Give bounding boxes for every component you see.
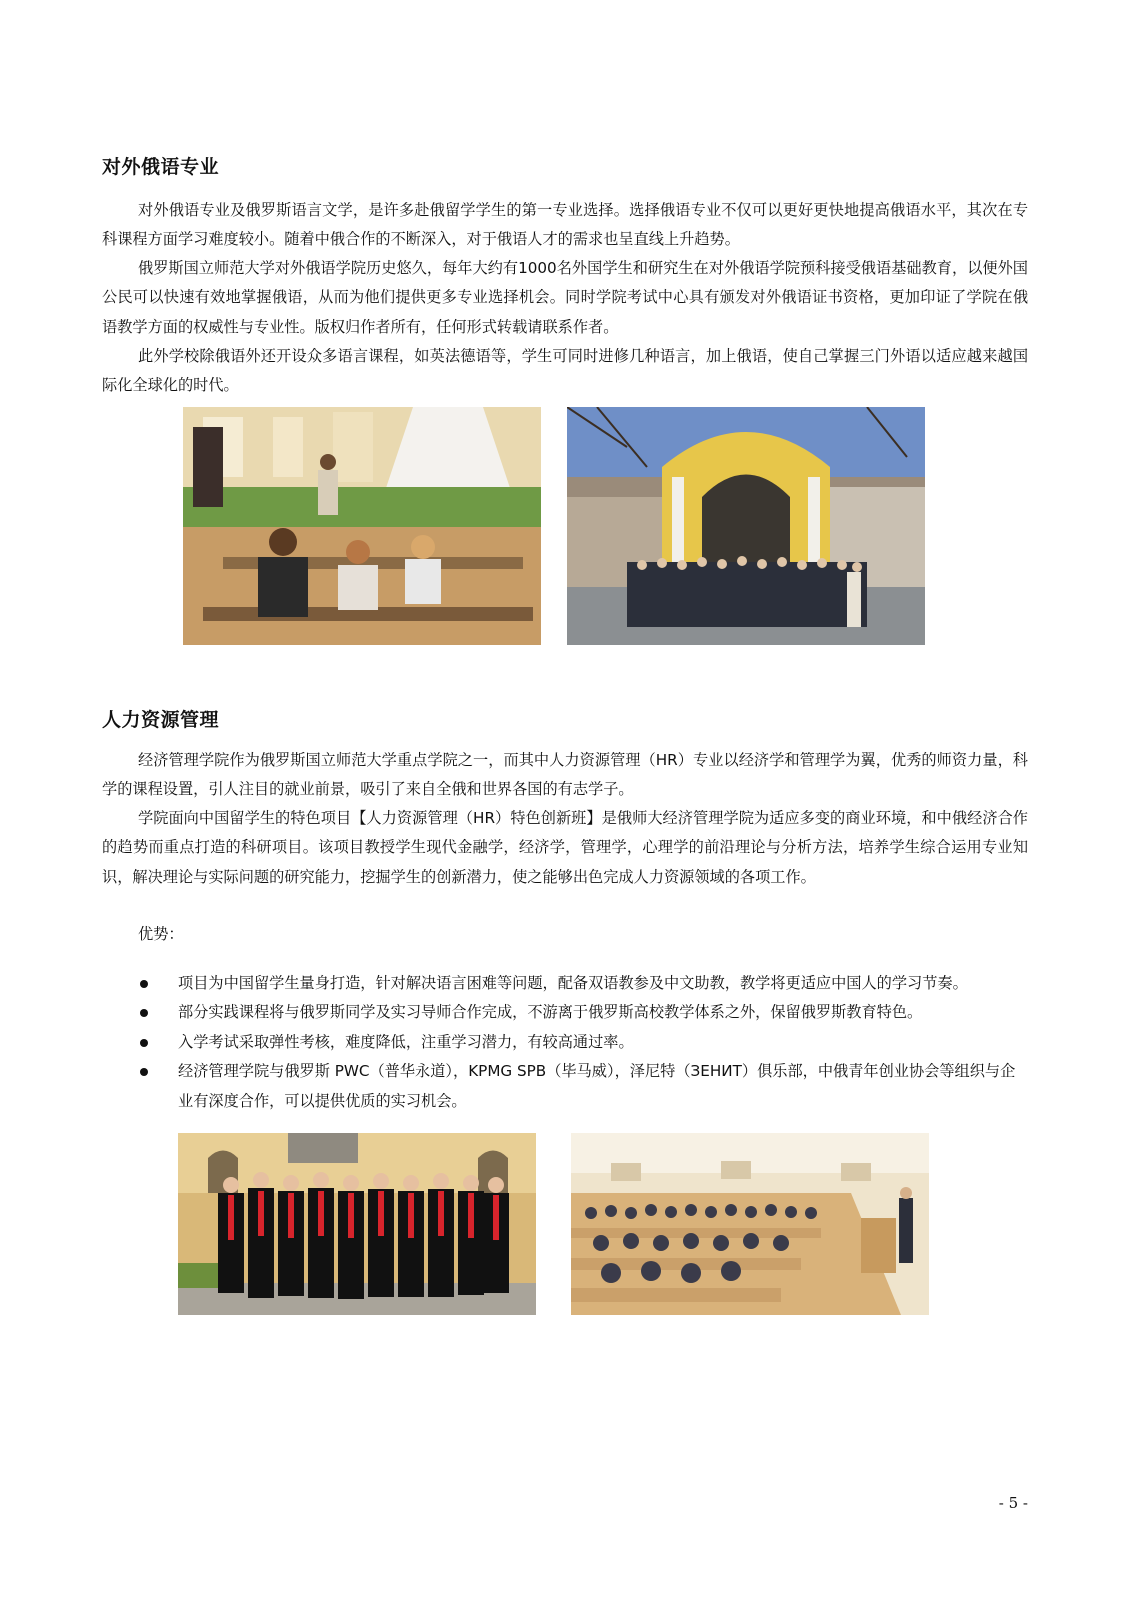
photo-outdoor-class: [183, 407, 541, 645]
page-number: - 5 -: [998, 1494, 1028, 1512]
section-title-russian-language: 对外俄语专业: [102, 156, 220, 178]
advantages-list: [102, 969, 1028, 1116]
bullet-icon: [140, 980, 148, 988]
list-item: [102, 1057, 1028, 1116]
list-item-text: 部分实践课程将与俄罗斯同学及实习导师合作完成，不游离于俄罗斯高校教学体系之外，保留俄罗斯教育特色。: [178, 1003, 923, 1022]
list-item: [102, 1028, 1028, 1057]
list-item: [102, 969, 1028, 998]
bullet-icon: [140, 1009, 148, 1017]
paragraph: 对外俄语专业及俄罗斯语言文学，是许多赴俄留学学生的第一专业选择。选择俄语专业不仅可以更好更快地提高俄语水平，其次在专科课程方面学习难度较小。随着中俄合作的不断深入，对于俄语人才的需求也呈直线上升趋势。: [102, 201, 1028, 249]
advantages-label: 优势：: [138, 925, 184, 943]
bullet-icon: [140, 1039, 148, 1047]
list-item-text: 项目为中国留学生量身打造，针对解决语言困难等问题，配备双语教参及中文助教，教学将更适应中国人的学习节奏。: [178, 974, 968, 992]
photo-group-arch: [567, 407, 925, 645]
bullet-icon: [140, 1068, 148, 1076]
paragraph: 俄罗斯国立师范大学对外俄语学院历史悠久，每年大约有1000名外国学生和研究生在对外俄语学院预科接受俄语基础教育，以便外国公民可以快速有效地掌握俄语，从而为他们提供更多专业选择机会。同时学院考试中心具有颁发对外俄语证书资格，更加印证了学院在俄语教学方面的权威性与专业性。版权归作者所有，任何形式转载请联系作者。: [102, 259, 1028, 336]
paragraph: 经济管理学院作为俄罗斯国立师范大学重点学院之一，而其中人力资源管理（HR）专业以经济学和管理学为翼，优秀的师资力量，科学的课程设置，引人注目的就业前景，吸引了来自全俄和世界各国的有志学子。: [102, 751, 1028, 799]
photo-lecture-hall: [571, 1133, 929, 1315]
paragraph: 学院面向中国留学生的特色项目【人力资源管理（HR）特色创新班】是俄师大经济管理学院为适应多变的商业环境，和中俄经济合作的趋势而重点打造的科研项目。该项目教授学生现代金融学，经济学，管理学，心理学的前沿理论与分析方法，培养学生综合运用专业知识，解决理论与实际问题的研究能力，挖掘学生的创新潜力，使之能够出色完成人力资源领域的各项工作。: [102, 809, 1028, 886]
section-title-hr-management: 人力资源管理: [102, 709, 220, 731]
paragraph: 此外学校除俄语外还开设众多语言课程，如英法德语等，学生可同时进修几种语言，加上俄语，使自己掌握三门外语以适应越来越国际化全球化的时代。: [102, 347, 1028, 395]
list-item-text: 经济管理学院与俄罗斯 PWC（普华永道），KPMG SPB（毕马威），泽尼特（ЗЕНИТ）俱乐部，中俄青年创业协会等组织与企业有深度合作，可以提供优质的实习机会。: [178, 1062, 1016, 1110]
list-item-text: 入学考试采取弹性考核，难度降低，注重学习潜力，有较高通过率。: [178, 1032, 634, 1051]
photo-graduates: [178, 1133, 536, 1315]
list-item: [102, 998, 1028, 1027]
